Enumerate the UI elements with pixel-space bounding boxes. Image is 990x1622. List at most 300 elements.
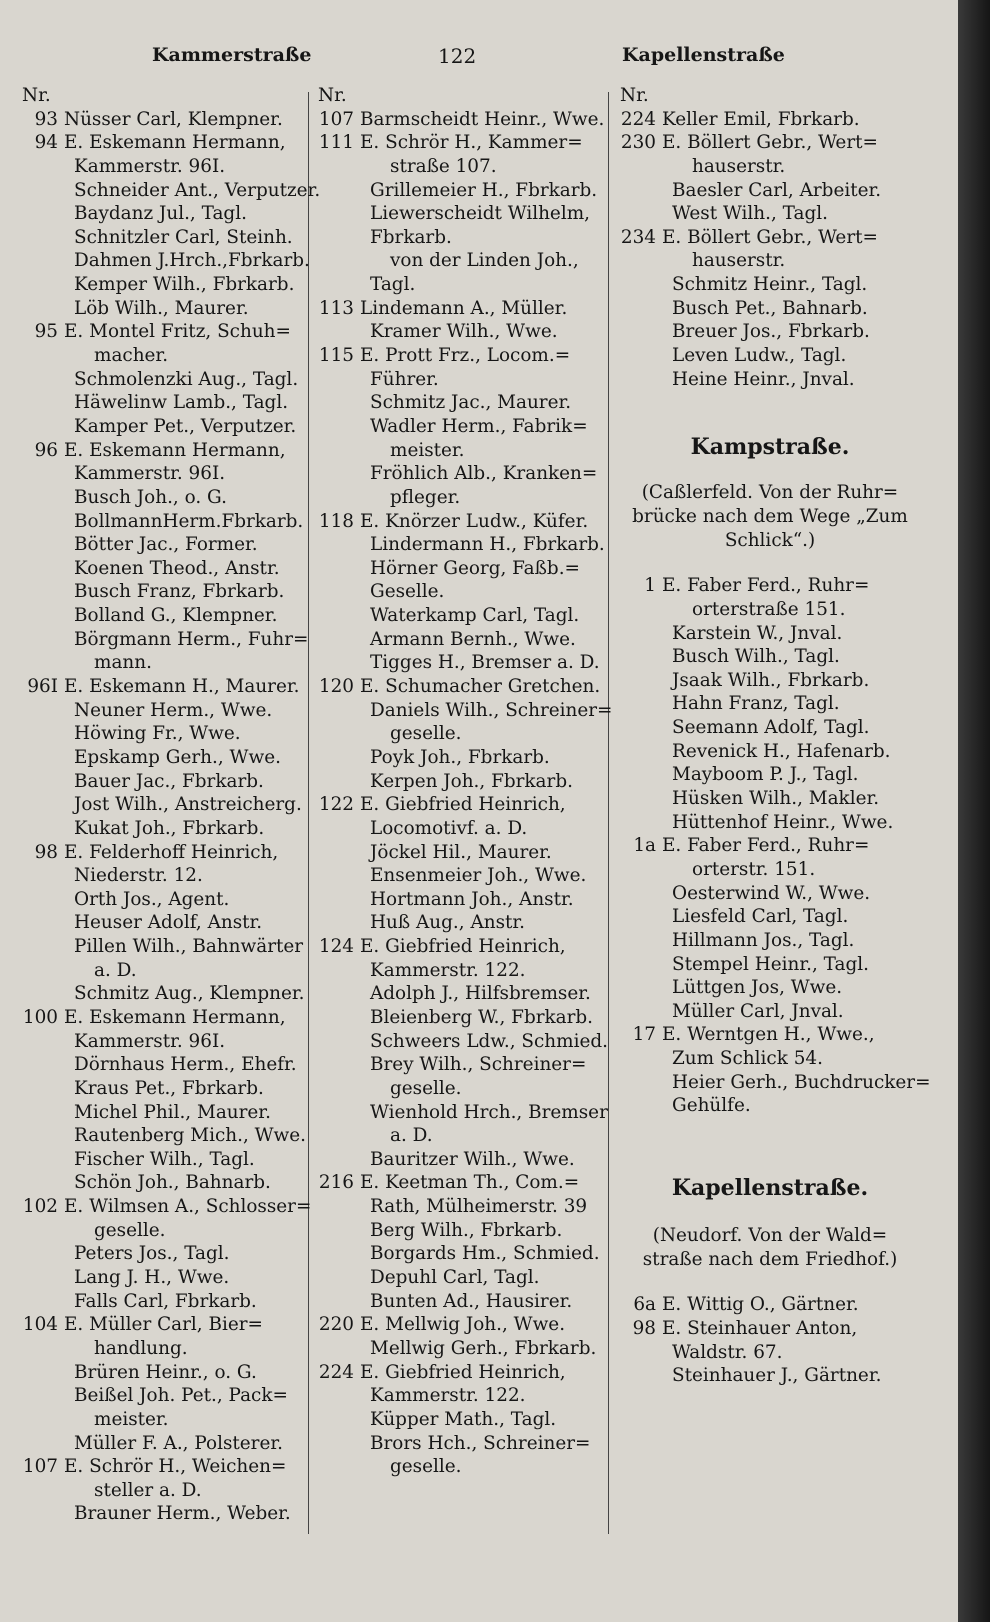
directory-entry-line xyxy=(22,746,308,770)
entry-text: Schmitz Jac., Maurer. xyxy=(370,392,572,414)
entry-text: E. Werntgen H., Wwe., xyxy=(662,1024,875,1046)
entry-text: Poyk Joh., Fbrkarb. xyxy=(370,746,550,768)
entry-text: E. Giebfried Heinrich, xyxy=(360,936,566,958)
house-number: 17 xyxy=(632,1024,656,1046)
directory-entry-line xyxy=(22,273,308,297)
directory-entry-line xyxy=(22,1124,308,1148)
directory-entry-line xyxy=(22,226,308,250)
entry-text: geselle. xyxy=(94,1219,166,1241)
entry-text: E. Eskemann H., Maurer. xyxy=(64,676,300,698)
directory-entry-line xyxy=(318,888,606,912)
directory-entry-line xyxy=(318,911,606,935)
entry-text: Borgards Hm., Schmied. xyxy=(370,1243,600,1265)
entry-text: Hörner Georg, Faßb.= xyxy=(370,557,580,579)
entry-text: Adolph J., Hilfsbremser. xyxy=(370,983,591,1005)
directory-entry-line xyxy=(620,669,920,693)
column-3 xyxy=(620,84,931,1388)
entry-text: Mayboom P. J., Tagl. xyxy=(672,764,859,786)
directory-entry-line xyxy=(22,1502,308,1526)
entry-text: E. Steinhauer Anton, xyxy=(662,1317,858,1339)
directory-entry-line xyxy=(620,1094,920,1118)
house-number: 94 xyxy=(34,132,58,154)
directory-entry-line xyxy=(318,793,606,817)
directory-entry-line xyxy=(318,1337,606,1361)
entry-text: Grillemeier H., Fbrkarb. xyxy=(370,179,598,201)
house-number: 6a xyxy=(633,1294,656,1316)
entry-text: Bauer Jac., Fbrkarb. xyxy=(74,770,264,792)
directory-entry-line xyxy=(620,1317,920,1341)
directory-entry-line xyxy=(318,202,606,226)
directory-entry-line xyxy=(620,598,920,622)
entry-text: Brors Hch., Schreiner= xyxy=(370,1432,591,1454)
directory-entry-line xyxy=(22,604,308,628)
entry-text: Häwelinw Lamb., Tagl. xyxy=(74,392,289,414)
directory-entry-line xyxy=(318,580,606,604)
house-number: 224 xyxy=(318,1361,354,1383)
directory-entry-line xyxy=(318,84,606,108)
directory-entry-line xyxy=(22,1455,308,1479)
directory-entry-line xyxy=(22,439,308,463)
directory-entry-line xyxy=(620,740,920,764)
entry-text: Lang J. H., Wwe. xyxy=(74,1267,230,1289)
house-number: 216 xyxy=(318,1172,354,1194)
entry-text: Beißel Joh. Pet., Pack= xyxy=(74,1385,288,1407)
entry-text: E. Felderhoff Heinrich, xyxy=(64,841,279,863)
house-number: 96 xyxy=(34,439,58,461)
entry-text: hauserstr. xyxy=(692,155,786,177)
directory-entry-line xyxy=(22,1053,308,1077)
directory-entry-line xyxy=(318,864,606,888)
directory-entry-line xyxy=(22,982,308,1006)
directory-entry-line xyxy=(620,344,920,368)
entry-text: BollmannHerm.Fbrkarb. xyxy=(74,510,304,532)
directory-entry-line xyxy=(620,108,920,132)
entry-text: E. Montel Fritz, Schuh= xyxy=(64,321,291,343)
entry-text: Dörnhaus Herm., Ehefr. xyxy=(74,1054,297,1076)
directory-entry-line xyxy=(22,1290,308,1314)
entry-text: Lindermann H., Fbrkarb. xyxy=(370,534,605,556)
kammerstrasse-continued xyxy=(620,84,920,391)
entry-text: E. Giebfried Heinrich, xyxy=(360,1361,566,1383)
directory-entry-line xyxy=(620,249,920,273)
entry-text: Schweers Ldw., Schmied. xyxy=(370,1030,608,1052)
entry-text: Geselle. xyxy=(370,581,445,603)
entry-text: Wienhold Hrch., Bremser xyxy=(370,1101,608,1123)
entry-text: Kerpen Joh., Fbrkarb. xyxy=(370,770,573,792)
entry-text: Schmolenzki Aug., Tagl. xyxy=(74,368,299,390)
entry-text: E. Eskemann Hermann, xyxy=(64,1006,286,1028)
directory-entry-line xyxy=(22,84,308,108)
entry-text: von der Linden Joh., xyxy=(390,250,579,272)
directory-entry-line xyxy=(318,1195,606,1219)
directory-entry-line xyxy=(22,699,308,723)
directory-entry-line xyxy=(22,415,308,439)
directory-entry-line xyxy=(318,1432,606,1456)
directory-entry-line xyxy=(318,486,606,510)
directory-entry-line xyxy=(318,368,606,392)
directory-entry-line xyxy=(318,651,606,675)
column-divider xyxy=(308,92,309,1534)
directory-entry-line xyxy=(22,202,308,226)
directory-entry-line xyxy=(22,1219,308,1243)
entry-text: Kammerstr. 96I. xyxy=(74,155,226,177)
directory-entry-line xyxy=(22,1006,308,1030)
entry-text: E. Böllert Gebr., Wert= xyxy=(662,226,878,248)
entry-text: Schmitz Heinr., Tagl. xyxy=(672,274,868,296)
directory-entry-line xyxy=(318,226,606,250)
entry-text: Heine Heinr., Jnval. xyxy=(672,368,855,390)
entry-text: Heuser Adolf, Anstr. xyxy=(74,912,263,934)
entry-text: Jöckel Hil., Maurer. xyxy=(370,841,552,863)
house-number: 234 xyxy=(620,226,656,248)
directory-entry-line xyxy=(318,510,606,534)
directory-entry-line xyxy=(318,557,606,581)
directory-entry-line xyxy=(22,391,308,415)
section-description: Schlick“.) xyxy=(724,529,816,551)
entry-text: Liewerscheidt Wilhelm, xyxy=(370,203,590,225)
directory-entry-line xyxy=(620,622,920,646)
directory-entry-line xyxy=(22,462,308,486)
entry-text: Tigges H., Bremser a. D. xyxy=(370,652,600,674)
house-number: 113 xyxy=(318,297,354,319)
entry-text: Daniels Wilh., Schreiner= xyxy=(370,699,613,721)
entry-text: Hüsken Wilh., Makler. xyxy=(672,788,880,810)
entry-text: Höwing Fr., Wwe. xyxy=(74,723,241,745)
entry-text: macher. xyxy=(94,345,169,367)
entry-text: E. Knörzer Ludw., Küfer. xyxy=(360,510,589,532)
entry-text: Huß Aug., Anstr. xyxy=(370,912,526,934)
directory-entry-line xyxy=(318,1077,606,1101)
entry-text: Bauritzer Wilh., Wwe. xyxy=(370,1148,575,1170)
directory-entry-line xyxy=(22,1195,312,1219)
entry-text: Brey Wilh., Schreiner= xyxy=(370,1054,587,1076)
entry-text: geselle. xyxy=(390,1456,462,1478)
entry-text: E. Prott Frz., Locom.= xyxy=(360,345,571,367)
directory-entry-line xyxy=(22,1384,308,1408)
entry-text: West Wilh., Tagl. xyxy=(672,203,828,225)
directory-entry-line xyxy=(22,911,308,935)
column-divider xyxy=(608,92,609,1534)
directory-entry-line xyxy=(620,131,920,155)
entry-text: Neuner Herm., Wwe. xyxy=(74,699,273,721)
directory-entry-line xyxy=(318,391,606,415)
entry-text: Michel Phil., Maurer. xyxy=(74,1101,271,1123)
directory-entry-line xyxy=(620,226,920,250)
directory-entry-line xyxy=(318,131,606,155)
entry-text: E. Giebfried Heinrich, xyxy=(360,794,566,816)
directory-entry-line xyxy=(620,368,920,392)
directory-entry-line xyxy=(620,905,920,929)
entry-text: geselle. xyxy=(390,1077,462,1099)
entry-text: E. Faber Ferd., Ruhr= xyxy=(662,835,870,857)
directory-entry-line xyxy=(22,557,308,581)
house-number: 100 xyxy=(22,1006,58,1028)
entry-text: Kamper Pet., Verputzer. xyxy=(74,415,297,437)
directory-entry-line xyxy=(22,1101,308,1125)
entry-text: Steinhauer J., Gärtner. xyxy=(672,1365,882,1387)
entry-text: Locomotivf. a. D. xyxy=(370,817,528,839)
entry-text: E. Wilmsen A., Schlosser= xyxy=(64,1196,312,1218)
directory-entry-line xyxy=(22,1432,308,1456)
directory-entry-line xyxy=(620,1341,920,1365)
entry-text: Heier Gerh., Buchdrucker= xyxy=(672,1071,931,1093)
directory-entry-line xyxy=(22,1266,308,1290)
directory-entry-line xyxy=(318,297,606,321)
entry-text: Hahn Franz, Tagl. xyxy=(672,693,840,715)
entry-text: Schnitzler Carl, Steinh. xyxy=(74,226,293,248)
directory-entry-line xyxy=(318,1408,606,1432)
entry-text: Stempel Heinr., Tagl. xyxy=(672,953,869,975)
entry-text: steller a. D. xyxy=(94,1479,202,1501)
directory-entry-line xyxy=(318,1148,606,1172)
house-number: 122 xyxy=(318,794,354,816)
house-number: 107 xyxy=(22,1456,58,1478)
directory-entry-line xyxy=(318,1219,606,1243)
directory-entry-line xyxy=(22,628,308,652)
house-number: 118 xyxy=(318,510,354,532)
entry-text: Müller Carl, Jnval. xyxy=(672,1000,844,1022)
entry-text: Seemann Adolf, Tagl. xyxy=(672,717,870,739)
directory-entry-line xyxy=(318,439,606,463)
directory-entry-line xyxy=(22,297,308,321)
entry-text: hauserstr. xyxy=(692,250,786,272)
entry-text: Gehülfe. xyxy=(672,1095,751,1117)
directory-entry-line xyxy=(22,108,308,132)
entry-text: Keller Emil, Fbrkarb. xyxy=(662,108,860,130)
directory-entry-line xyxy=(22,817,308,841)
entry-text: Falls Carl, Fbrkarb. xyxy=(74,1290,257,1312)
directory-entry-line xyxy=(22,1408,308,1432)
directory-entry-line xyxy=(620,976,920,1000)
directory-entry-line xyxy=(22,1337,308,1361)
directory-entry-line xyxy=(620,645,920,669)
directory-entry-line xyxy=(318,841,606,865)
section-description: (Caßlerfeld. Von der Ruhr= xyxy=(641,482,899,504)
directory-entry-line xyxy=(318,1006,606,1030)
header-right-street: Kapellenstraße xyxy=(622,44,785,66)
entry-text: meister. xyxy=(390,439,465,461)
entry-text: Busch Wilh., Tagl. xyxy=(672,646,840,668)
entry-text: E. Eskemann Hermann, xyxy=(64,132,286,154)
entry-text: Baydanz Jul., Tagl. xyxy=(74,203,247,225)
entry-text: Niederstr. 12. xyxy=(74,865,203,887)
entry-text: Berg Wilh., Fbrkarb. xyxy=(370,1219,563,1241)
directory-entry-line xyxy=(620,834,920,858)
section-title-kampstrasse: Kampstraße. xyxy=(690,434,850,461)
directory-entry-line xyxy=(22,1479,308,1503)
entry-text: Nüsser Carl, Klempner. xyxy=(64,108,283,130)
directory-entry-line xyxy=(318,533,606,557)
directory-entry-line xyxy=(22,344,308,368)
directory-entry-line xyxy=(318,817,606,841)
house-number: 115 xyxy=(318,345,354,367)
entry-text: E. Müller Carl, Bier= xyxy=(64,1314,263,1336)
entry-text: Brüren Heinr., o. G. xyxy=(74,1361,257,1383)
entry-text: a. D. xyxy=(390,1125,433,1147)
directory-entry-line xyxy=(22,1242,308,1266)
directory-entry-line xyxy=(318,155,606,179)
entry-text: straße 107. xyxy=(390,155,497,177)
entry-text: Hüttenhof Heinr., Wwe. xyxy=(672,811,894,833)
entry-text: Kammerstr. 96I. xyxy=(74,1030,226,1052)
entry-text: orterstraße 151. xyxy=(692,598,846,620)
entry-text: meister. xyxy=(94,1408,169,1430)
entry-text: Depuhl Carl, Tagl. xyxy=(370,1267,540,1289)
entry-text: Nr. xyxy=(620,85,649,106)
entry-text: geselle. xyxy=(390,723,462,745)
entry-text: orterstr. 151. xyxy=(692,858,816,880)
directory-entry-line xyxy=(22,1361,308,1385)
entry-text: E. Böllert Gebr., Wert= xyxy=(662,132,878,154)
entry-text: Kraus Pet., Fbrkarb. xyxy=(74,1077,264,1099)
column-2 xyxy=(318,84,613,1479)
kampstrasse-entries xyxy=(620,574,931,1118)
directory-entry-line xyxy=(620,574,920,598)
directory-entry-line xyxy=(620,929,920,953)
directory-entry-line xyxy=(22,841,308,865)
entry-text: Breuer Jos., Fbrkarb. xyxy=(672,321,870,343)
directory-entry-line xyxy=(22,935,308,959)
directory-entry-line xyxy=(22,675,308,699)
section-title-kapellenstrasse: Kapellenstraße. xyxy=(671,1174,869,1201)
entry-text: Löb Wilh., Maurer. xyxy=(74,297,249,319)
directory-entry-line xyxy=(318,982,606,1006)
house-number: 93 xyxy=(34,108,58,130)
house-number: 111 xyxy=(318,132,354,154)
entry-text: Rautenberg Mich., Wwe. xyxy=(74,1125,307,1147)
directory-entry-line xyxy=(318,746,606,770)
house-number: 102 xyxy=(22,1196,58,1218)
directory-entry-line xyxy=(318,179,606,203)
directory-entry-line xyxy=(22,155,308,179)
directory-entry-line xyxy=(318,1053,606,1077)
house-number: 98 xyxy=(632,1317,656,1339)
entry-text: Dahmen J.Hrch.,Fbrkarb. xyxy=(74,250,310,272)
directory-entry-line xyxy=(620,1047,920,1071)
directory-entry-line xyxy=(22,1030,308,1054)
directory-entry-line xyxy=(620,202,920,226)
entry-text: Schön Joh., Bahnarb. xyxy=(74,1172,271,1194)
entry-text: Oesterwind W., Wwe. xyxy=(672,882,871,904)
entry-text: Koenen Theod., Anstr. xyxy=(74,557,280,579)
directory-entry-line xyxy=(318,1242,606,1266)
entry-text: Nr. xyxy=(318,85,347,106)
directory-entry-line xyxy=(620,1000,920,1024)
entry-text: Hortmann Joh., Anstr. xyxy=(370,888,574,910)
entry-text: Ensenmeier Joh., Wwe. xyxy=(370,865,587,887)
directory-entry-line xyxy=(318,628,606,652)
directory-entry-line xyxy=(620,1071,931,1095)
directory-entry-line xyxy=(318,1124,606,1148)
entry-text: Brauner Herm., Weber. xyxy=(74,1503,291,1525)
entry-text: Pillen Wilh., Bahnwärter xyxy=(74,936,304,958)
directory-entry-line xyxy=(620,811,920,835)
directory-entry-line xyxy=(22,320,308,344)
house-number: 120 xyxy=(318,676,354,698)
directory-entry-line xyxy=(318,1361,606,1385)
section-description: straße nach dem Friedhof.) xyxy=(642,1248,898,1270)
entry-text: Kemper Wilh., Fbrkarb. xyxy=(74,274,295,296)
house-number: 1a xyxy=(633,835,656,857)
house-number: 104 xyxy=(22,1314,58,1336)
directory-entry-line xyxy=(318,770,606,794)
directory-entry-line xyxy=(318,1455,606,1479)
section-description: (Neudorf. Von der Wald= xyxy=(652,1224,888,1246)
directory-entry-line xyxy=(318,1384,606,1408)
directory-entry-line xyxy=(318,1266,606,1290)
directory-entry-line xyxy=(620,155,920,179)
directory-entry-line xyxy=(620,858,920,882)
directory-entry-line xyxy=(22,888,308,912)
entry-text: Armann Bernh., Wwe. xyxy=(370,628,576,650)
house-number: 98 xyxy=(34,841,58,863)
directory-entry-line xyxy=(22,533,308,557)
entry-text: E. Schrör H., Kammer= xyxy=(360,132,583,154)
directory-entry-line xyxy=(620,763,920,787)
entry-text: E. Schumacher Gretchen. xyxy=(360,676,601,698)
entry-text: Kammerstr. 96I. xyxy=(74,463,226,485)
entry-text: E. Mellwig Joh., Wwe. xyxy=(360,1314,566,1336)
entry-text: Leven Ludw., Tagl. xyxy=(672,345,847,367)
header-left-street: Kammerstraße xyxy=(152,44,312,66)
directory-entry-line xyxy=(22,770,308,794)
house-number: 224 xyxy=(620,108,656,130)
entry-text: E. Eskemann Hermann, xyxy=(64,439,286,461)
directory-entry-line xyxy=(620,882,920,906)
entry-text: E. Faber Ferd., Ruhr= xyxy=(662,575,870,597)
entry-text: Busch Pet., Bahnarb. xyxy=(672,297,868,319)
house-number: 107 xyxy=(318,108,354,130)
directory-entry-line xyxy=(318,604,606,628)
directory-entry-line xyxy=(318,959,606,983)
entry-text: E. Schrör H., Weichen= xyxy=(64,1456,287,1478)
entry-text: Mellwig Gerh., Fbrkarb. xyxy=(370,1337,597,1359)
entry-text: Kramer Wilh., Wwe. xyxy=(370,321,558,343)
directory-entry-line xyxy=(318,1171,606,1195)
entry-text: Waterkamp Carl, Tagl. xyxy=(370,605,580,627)
entry-text: Kammerstr. 122. xyxy=(370,1385,526,1407)
directory-entry-line xyxy=(318,344,606,368)
directory-entry-line xyxy=(22,864,308,888)
entry-text: Peters Jos., Tagl. xyxy=(74,1243,230,1265)
directory-entry-line xyxy=(620,320,920,344)
directory-entry-line xyxy=(318,273,606,297)
directory-entry-line xyxy=(620,1023,920,1047)
entry-text: Bolland G., Klempner. xyxy=(74,605,278,627)
directory-entry-line xyxy=(22,179,321,203)
entry-text: Kammerstr. 122. xyxy=(370,959,526,981)
directory-entry-line xyxy=(318,675,606,699)
entry-text: Rath, Mülheimerstr. 39 xyxy=(370,1196,588,1218)
directory-entry-line xyxy=(318,1290,606,1314)
directory-entry-line xyxy=(318,415,606,439)
entry-text: Müller F. A., Polsterer. xyxy=(74,1432,283,1454)
entry-text: Schmitz Aug., Klempner. xyxy=(74,983,305,1005)
directory-entry-line xyxy=(318,1030,606,1054)
entry-text: Jsaak Wilh., Fbrkarb. xyxy=(672,669,870,691)
entry-text: Lindemann A., Müller. xyxy=(360,297,568,319)
directory-entry-line xyxy=(620,692,920,716)
entry-text: Lüttgen Jos, Wwe. xyxy=(672,977,843,999)
entry-text: Jost Wilh., Anstreicherg. xyxy=(74,794,302,816)
entry-text: Wadler Herm., Fabrik= xyxy=(370,415,588,437)
entry-text: E. Wittig O., Gärtner. xyxy=(662,1294,859,1316)
entry-text: Barmscheidt Heinr., Wwe. xyxy=(360,108,605,130)
house-number: 124 xyxy=(318,936,354,958)
entry-text: Fischer Wilh., Tagl. xyxy=(74,1148,255,1170)
directory-entry-line xyxy=(318,108,606,132)
directory-entry-line xyxy=(620,297,920,321)
